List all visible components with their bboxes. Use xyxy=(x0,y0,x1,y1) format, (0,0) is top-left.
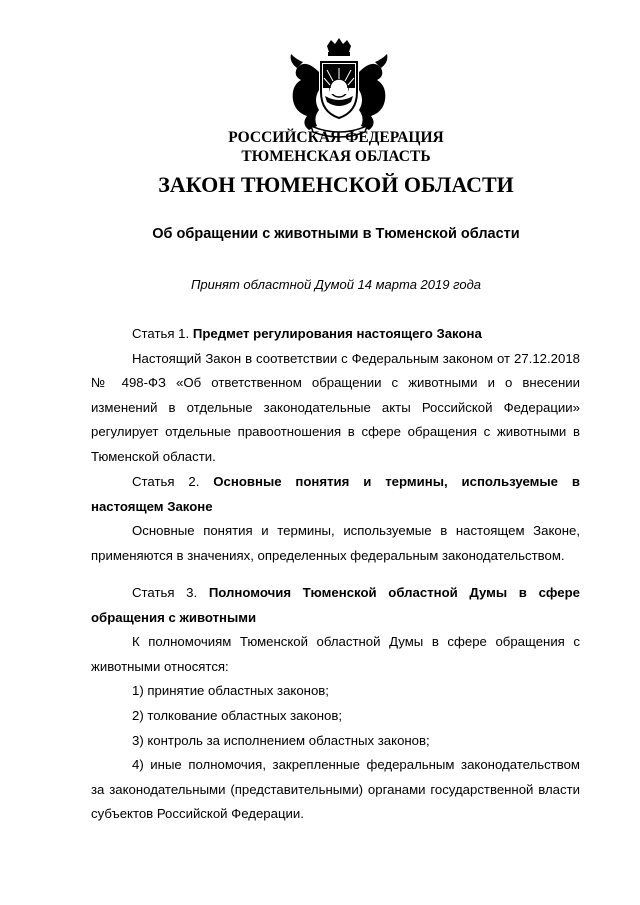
article-text: Основные понятия и термины, используемые в настоящем Законе, применяются в значениях, определенных федеральным законодательством. xyxy=(91,523,580,563)
article-title: Предмет регулирования настоящего Закона xyxy=(192,326,482,341)
list-item: 2) толкование областных законов; xyxy=(132,707,343,723)
article-label: Статья 3. xyxy=(132,585,198,600)
tyumen-region-coat-of-arms-icon xyxy=(283,38,395,142)
adoption-note: Принят областной Думой 14 марта 2019 года xyxy=(191,277,481,292)
list-item: 4) иные полномочия, закрепленные федеральным законодательством за законодательными (представительными) органами государственной власти субъектов Российской Федерации. xyxy=(91,757,580,822)
header-region: ТЮМЕНСКАЯ ОБЛАСТЬ xyxy=(241,148,431,165)
law-subtitle: Об обращении с животными в Тюменской области xyxy=(152,226,520,242)
article-1 xyxy=(91,322,580,470)
article-heading xyxy=(91,322,580,347)
article-text: Настоящий Закон в соответствии с Федеральным законом от 27.12.2018 № 498-ФЗ «Об ответственном обращении с животными и о внесении изменений в отдельные законодательные акты Российской Федерации» регулирует отдельные правоотношения в сфере обращения с животными в Тюменской области. xyxy=(91,350,580,464)
article-intro: К полномочиям Тюменской областной Думы в сфере обращения с животными относятся: xyxy=(91,634,580,674)
header-country: РОССИЙСКАЯ ФЕДЕРАЦИЯ xyxy=(228,129,444,146)
article-title: Полномочия Тюменской областной Думы в сфере обращения с животными xyxy=(91,585,580,625)
article-3 xyxy=(91,581,580,827)
list-item: 3) контроль за исполнением областных законов; xyxy=(132,732,430,748)
list-item: 1) принятие областных законов; xyxy=(132,683,329,699)
article-heading xyxy=(91,470,580,519)
article-heading xyxy=(91,581,580,630)
article-title: Основные понятия и термины, используемые в настоящем Законе xyxy=(91,474,580,514)
article-2 xyxy=(91,470,580,568)
article-label: Статья 2. xyxy=(132,474,200,489)
article-label: Статья 1. xyxy=(132,326,190,341)
document-title: ЗАКОН ТЮМЕНСКОЙ ОБЛАСТИ xyxy=(158,172,514,197)
